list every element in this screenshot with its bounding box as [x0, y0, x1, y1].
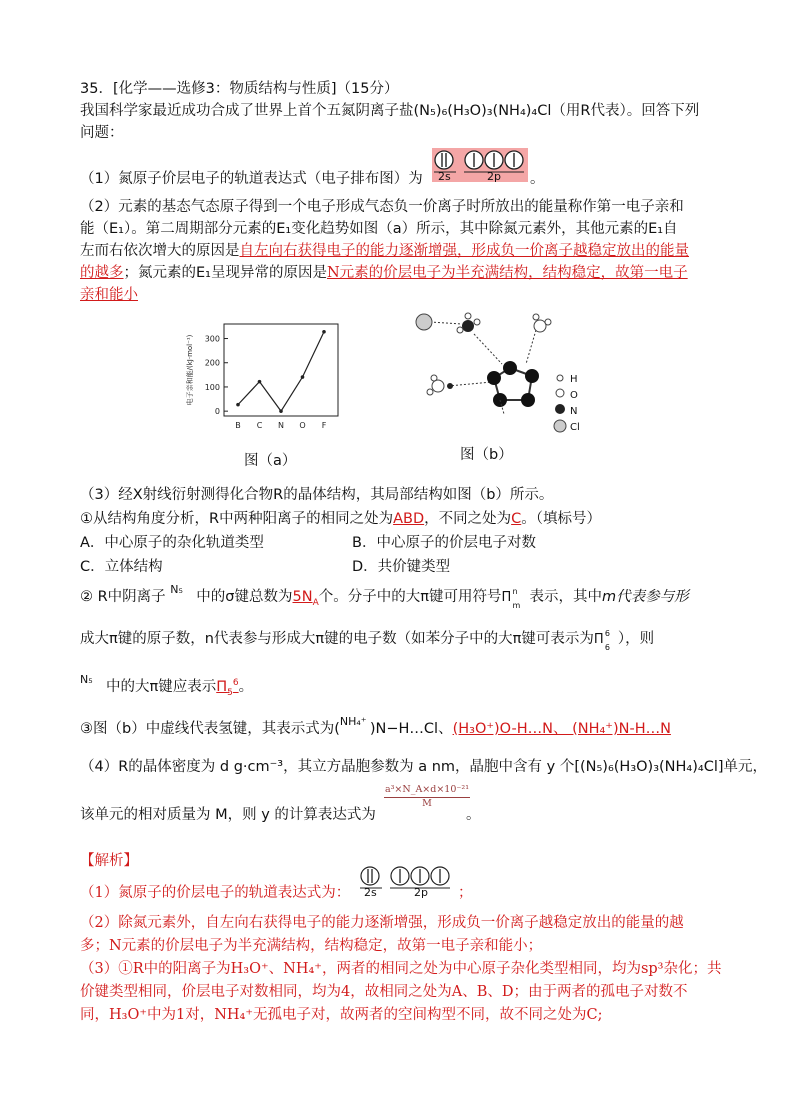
structure-legend: H O N Cl	[570, 374, 580, 433]
oxygen-hydronium	[534, 320, 546, 332]
analysis-2s-label: 2s	[364, 886, 377, 899]
x-tick-label: O	[299, 421, 306, 430]
y-tick-label: 200	[204, 358, 220, 368]
series-line	[238, 332, 324, 411]
n5-symbol-1: N₅	[170, 583, 183, 596]
intro-line-2: 问题：	[80, 125, 124, 141]
n5-symbol-2: N₅	[80, 672, 93, 686]
oxygen-hydronium-2	[432, 380, 444, 392]
answer-sigma-count: $5N_A$	[292, 589, 319, 608]
x-tick-label: F	[321, 421, 327, 430]
analysis-1: （1）氮原子的价层电子的轨道表达式为：	[80, 885, 351, 901]
part4-line-1: （4）R的晶体密度为 d g·cm⁻³，其立方晶胞参数为 a nm，晶胞中含有 y 个[(N₅)₆(H₃O)₃(NH₄)₄Cl]单元，	[80, 759, 768, 775]
part3-line-1: （3）经X射线衍射测得化合物R的晶体结构，其局部结构如图（b）所示。	[80, 487, 554, 503]
y-axis-label: 电子亲和能/(kJ·mol⁻¹)	[186, 334, 194, 406]
part1-text: （1）氮原子价层电子的轨道表达式（电子排布图）为	[80, 171, 423, 187]
part3-line-hbond: ③图（b）中虚线代表氢键，其表示式为(NH₄⁺ )N−H…Cl、(H₃O⁺)O-H…N、 (NH₄⁺)N-H…N	[80, 718, 671, 741]
benzene-pi-symbol: Π 6 6	[593, 629, 610, 652]
part2-line-3: 左而右依次增大的原因是自左向右获得电子的能力逐渐增强，形成负一价离子越稳定放出的能量	[80, 243, 689, 259]
option-c: C．立体结构	[80, 559, 163, 575]
crystal-structure-figure	[410, 306, 590, 446]
answer-pi-bond: $\Pi_5^6$	[216, 678, 239, 698]
y-tick-label: 100	[204, 382, 220, 392]
formula-denominator: M	[384, 797, 470, 809]
data-point	[258, 380, 262, 384]
option-a: A．中心原子的杂化轨道类型	[80, 535, 264, 551]
part2-line-2: 能（E₁）。第二周期部分元素的E₁变化趋势如图（a）所示，其中除氮元素外，其他元素的E₁自	[80, 221, 678, 237]
analysis-3a: （3）①R中的阳离子为H₃O⁺、NH₄⁺，两者的相同之处为中心原子杂化类型相同，均为sp³杂化；共	[80, 961, 722, 977]
formula-numerator: a³×N_A×d×10⁻²¹	[384, 784, 470, 795]
part2-line-1: （2）元素的基态气态原子得到一个电子形成气态负一价离子时所放出的能量称作第一电子亲和	[80, 199, 684, 215]
pi-notation-symbol: Π n m	[501, 587, 521, 610]
figure-a-caption: 图（a）	[244, 453, 297, 469]
answer-hbonds: (H₃O⁺)O-H…N、 (NH₄⁺)N-H…N	[452, 721, 671, 737]
data-point	[279, 409, 283, 413]
answer-formula	[384, 784, 470, 809]
answer-different: C	[511, 511, 522, 527]
part3-line-pi: 成大π键的原子数，n代表参与形成大π键的电子数（如苯分子中的大π键可表示为Π 6 6 ），则	[80, 629, 655, 652]
data-point	[301, 375, 305, 379]
nitrogen-ammonium-1	[462, 320, 474, 332]
data-point	[322, 330, 326, 334]
chlorine-atom	[416, 314, 432, 330]
x-tick-label: B	[235, 421, 241, 430]
part4-end: 。	[466, 807, 481, 823]
figure-b-caption: 图（b）	[460, 447, 513, 463]
nh4-symbol: NH₄⁺	[339, 715, 367, 728]
option-b: B．中心原子的价层电子对数	[352, 535, 536, 551]
orbital-diagram-answer	[432, 148, 528, 182]
x-tick-label: C	[256, 421, 263, 430]
y-tick-label: 300	[204, 334, 220, 344]
part2-line-4: 的越多；氮元素的E₁呈现异常的原因是N元素的价层电子为半充满结构，结构稳定，故第一电子	[80, 265, 688, 281]
y-tick-label: 0	[214, 407, 220, 417]
orbital-2p-label: 2p	[487, 170, 501, 183]
intro-line-1: 我国科学家最近成功合成了世界上首个五氮阴离子盐(N₅)₆(H₃O)₃(NH₄)₄Cl（用R代表）。回答下列	[80, 103, 700, 119]
x-tick-label: N	[278, 421, 284, 430]
analysis-3c: 同，H₃O⁺中为1对，NH₄⁺无孤电子对，故两者的空间构型不同，故不同之处为C;	[80, 1007, 603, 1023]
orbital-2s-label: 2s	[438, 170, 451, 183]
data-point	[236, 403, 240, 407]
part3-line-sigma: ② R中阴离子 N₅ 中的σ键总数为$5N_A$个。分子中的大π键可用符号Π n m 表示，其中m代表参与形	[80, 586, 689, 614]
analysis-title: 【解析】	[80, 853, 138, 869]
answer-same: ABD	[393, 511, 425, 527]
hydrogen-bonds	[430, 322, 536, 386]
answer-nitrogen-reason: N元素的价层电子为半充满结构，结构稳定，故第一电子	[326, 265, 688, 281]
analysis-2b: 多；N元素的价层电子为半充满结构，结构稳定，故第一电子亲和能小；	[80, 938, 543, 954]
answer-trend-reason: 自左向右获得电子的能力逐渐增强，形成负一价离子越稳定放出的能量	[239, 243, 689, 259]
analysis-1-end: ；	[458, 885, 473, 901]
electron-affinity-chart	[178, 316, 348, 436]
part3-line-2: ①从结构角度分析，R中两种阳离子的相同之处为ABD，不同之处为C。（填标号）	[80, 511, 601, 527]
option-d: D．共价键类型	[352, 559, 451, 575]
part1-end: 。	[530, 171, 545, 187]
analysis-3b: 价键类型相同，价层电子对数相同，均为4，故相同之处为A、B、D；由于两者的孤电子对数不	[80, 984, 688, 1000]
part4-line-2: 该单元的相对质量为 M，则 y 的计算表达式为	[80, 807, 376, 823]
question-header: 35．[化学——选修3：物质结构与性质]（15分）	[80, 81, 399, 97]
analysis-2p-label: 2p	[414, 886, 428, 899]
analysis-2a: （2）除氮元素外，自左向右获得电子的能力逐渐增强，形成负一价离子越稳定放出的能量的越	[80, 915, 684, 931]
part3-line-n5-pi: N₅ 中的大π键应表示$\Pi_5^6$。	[80, 672, 253, 704]
part2-line-5: 亲和能小	[80, 287, 138, 303]
